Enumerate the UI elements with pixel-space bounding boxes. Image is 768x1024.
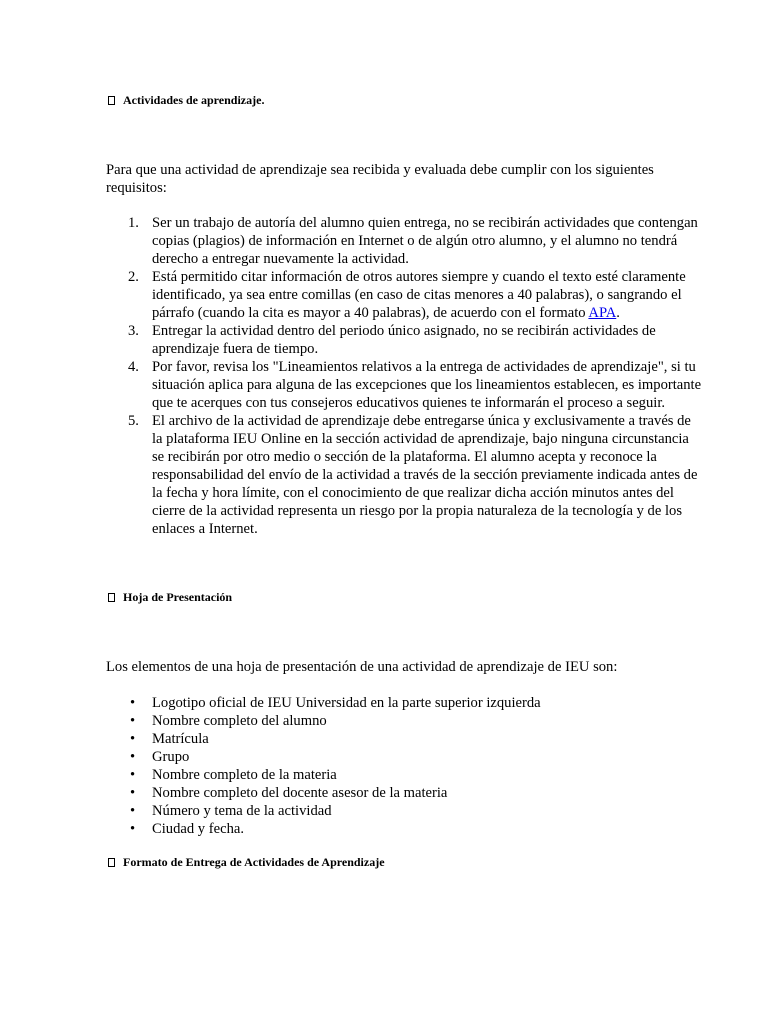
section-heading-hoja bbox=[108, 589, 232, 605]
section-title: Hoja de Presentación bbox=[123, 590, 233, 604]
requirements-list bbox=[106, 214, 704, 538]
list-item: • Ciudad y fecha. bbox=[152, 820, 712, 838]
list-number: 1. bbox=[128, 215, 139, 231]
list-item bbox=[128, 358, 704, 412]
list-item: • Nombre completo de la materia bbox=[152, 766, 712, 784]
checkbox-glyph-icon bbox=[108, 96, 115, 105]
list-number: 2. bbox=[128, 269, 139, 285]
apa-link[interactable]: APA bbox=[588, 305, 617, 321]
list-text: Ser un trabajo de autoría del alumno quien entrega, no se recibirán actividades que contengan copias (plagios) de información en Internet o de algún otro alumno, y el alumno no tendrá derecho a entregar nuevamente la actividad. bbox=[152, 215, 698, 267]
list-item: • Nombre completo del docente asesor de la materia bbox=[152, 784, 712, 802]
list-text: El archivo de la actividad de aprendizaje debe entregarse única y exclusivamente a través de la plataforma IEU Online en la sección actividad de aprendizaje, bajo ninguna circunstancia se recibirán por otro medio o sección de la plataforma. El alumno acepta y reconoce la responsabilidad del envío de la actividad a través de la sección previamente indicada antes de la fecha y hora límite, con el conocimiento de que realizar dicha acción minutos antes del cierre de la actividad representa un riesgo por la propia naturaleza de la tecnología y de los enlaces a Internet. bbox=[152, 413, 698, 537]
list-item: • Logotipo oficial de IEU Universidad en la parte superior izquierda bbox=[152, 694, 712, 712]
list-item bbox=[128, 322, 704, 358]
list-text: Por favor, revisa los "Lineamientos relativos a la entrega de actividades de aprendizaje", si tu situación aplica para alguna de las excepciones que los lineamientos establecen, es importante que te acerques con tus consejeros educativos quienes te informarán el proceso a seguir. bbox=[152, 359, 702, 411]
list-text-end: . bbox=[616, 305, 620, 321]
list-number: 3. bbox=[128, 323, 139, 339]
list-item: • Grupo bbox=[152, 748, 712, 766]
hoja-intro-paragraph: Los elementos de una hoja de presentación de una actividad de aprendizaje de IEU son: bbox=[106, 659, 618, 675]
list-item bbox=[128, 268, 704, 322]
section-heading-actividades bbox=[108, 92, 264, 108]
list-item: • Número y tema de la actividad bbox=[152, 802, 712, 820]
section-title: Formato de Entrega de Actividades de Aprendizaje bbox=[123, 855, 385, 869]
intro-paragraph: Para que una actividad de aprendizaje sea recibida y evaluada debe cumplir con los siguientes requisitos: bbox=[106, 162, 654, 196]
cover-elements-list bbox=[106, 694, 712, 838]
list-item bbox=[128, 214, 704, 268]
list-number: 4. bbox=[128, 359, 139, 375]
list-item bbox=[128, 412, 704, 538]
list-number: 5. bbox=[128, 413, 139, 429]
list-item: • Matrícula bbox=[152, 730, 712, 748]
list-item: • Nombre completo del alumno bbox=[152, 712, 712, 730]
checkbox-glyph-icon bbox=[108, 858, 115, 867]
checkbox-glyph-icon bbox=[108, 593, 115, 602]
section-heading-formato bbox=[108, 854, 385, 870]
list-text: Entregar la actividad dentro del periodo único asignado, no se recibirán actividades de aprendizaje fuera de tiempo. bbox=[152, 323, 656, 357]
list-text: Está permitido citar información de otros autores siempre y cuando el texto esté claramente identificado, ya sea entre comillas (en caso de citas menores a 40 palabras), o sangrando el párrafo (cuando la cita es mayor a 40 palabras), de acuerdo con el formato bbox=[152, 269, 686, 321]
section-title: Actividades de aprendizaje. bbox=[123, 93, 265, 107]
